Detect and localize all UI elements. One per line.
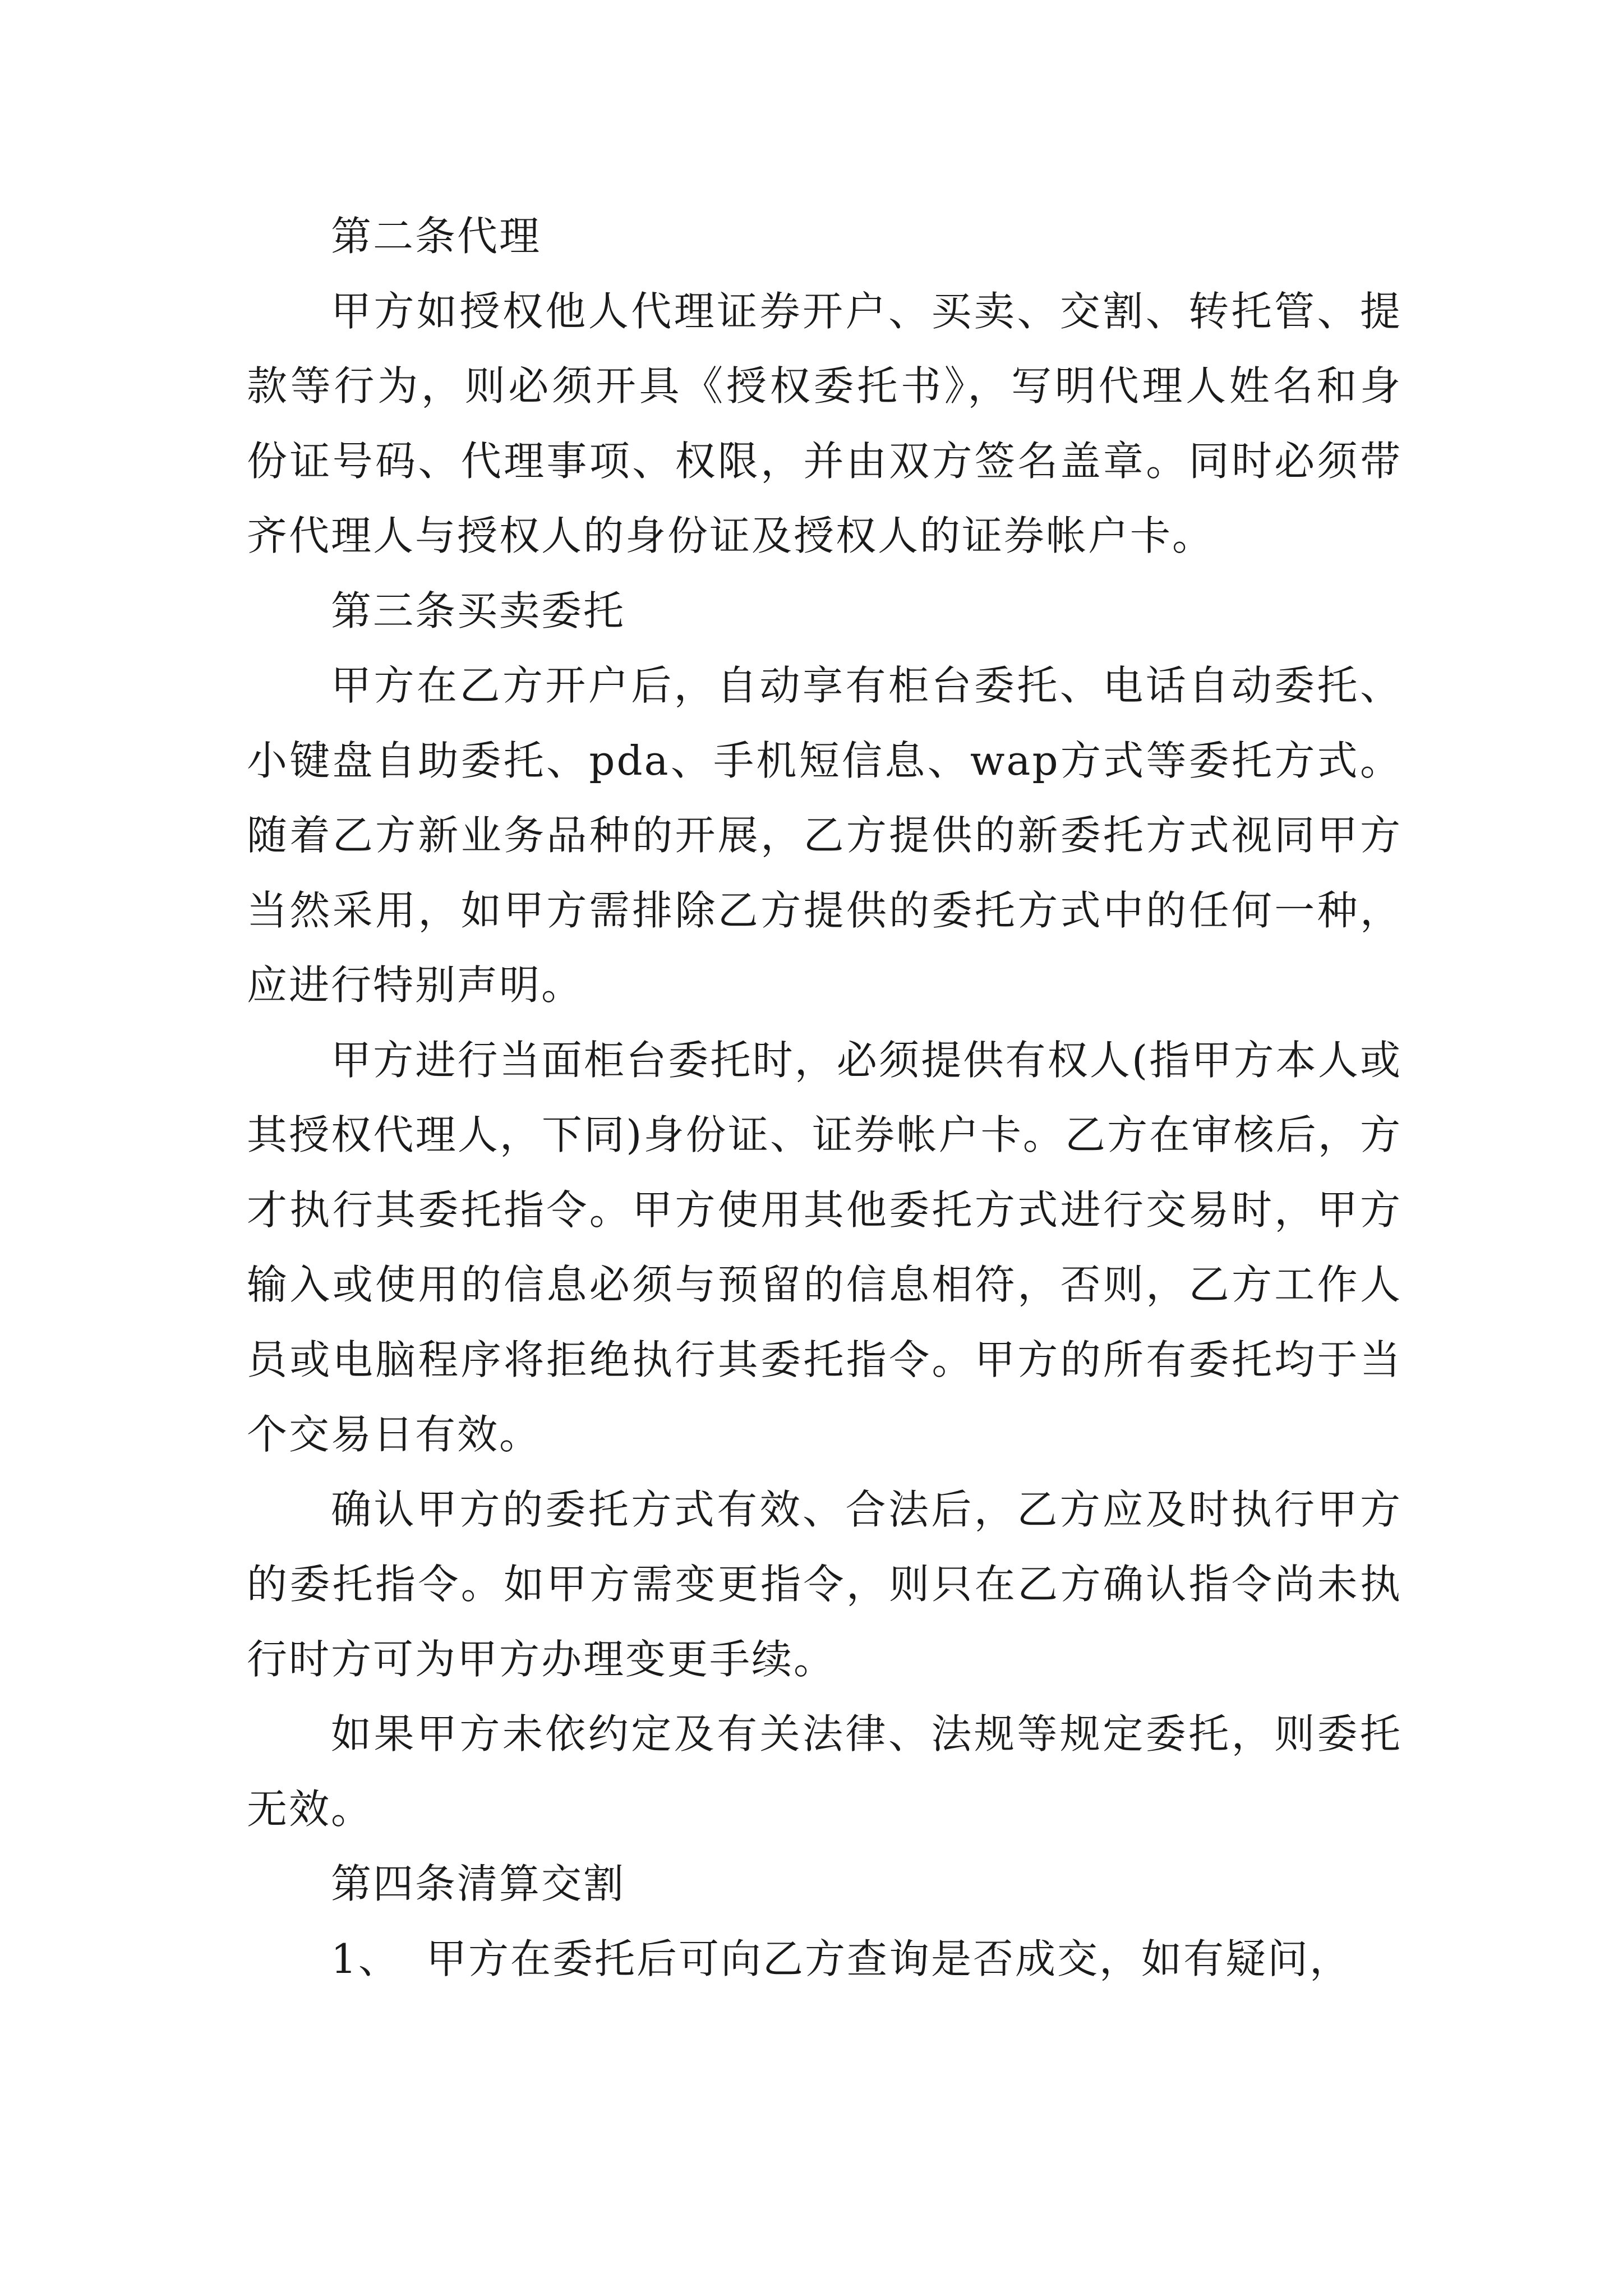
paragraph: 甲方进行当面柜台委托时，必须提供有权人(指甲方本人或其授权代理人，下同)身份证、证券帐户卡。乙方在审核后，方才执行其委托指令。甲方使用其他委托方式进行交易时，甲方输入或使用的信息必须与预留的信息相符，否则，乙方工作人员或电脑程序将拒绝执行其委托指令。甲方的所有委托均于当个交易日有效。 — [247, 1036, 1402, 1458]
section-heading: 第三条买卖委托 — [331, 587, 626, 634]
list-item — [247, 1922, 1402, 1997]
paragraph: 甲方在乙方开户后，自动享有柜台委托、电话自动委托、小键盘自助委托、pda、手机短信息、wap方式等委托方式。随着乙方新业务品种的开展，乙方提供的新委托方式视同甲方当然采用，如甲方需排除乙方提供的委托方式中的任何一种，应进行特别声明。 — [247, 662, 1402, 1009]
list-item-number: 1、 — [331, 1935, 400, 1982]
list-item-text: 甲方在委托后可向乙方查询是否成交，如有疑问， — [426, 1935, 1352, 1982]
section-heading: 第四条清算交割 — [331, 1860, 626, 1907]
section-heading: 第二条代理 — [331, 213, 542, 260]
paragraph: 确认甲方的委托方式有效、合法后，乙方应及时执行甲方的委托指令。如甲方需变更指令，则只在乙方确认指令尚未执行时方可为甲方办理变更手续。 — [247, 1485, 1402, 1683]
paragraph: 甲方如授权他人代理证券开户、买卖、交割、转托管、提款等行为，则必须开具《授权委托书》，写明代理人姓名和身份证号码、代理事项、权限，并由双方签名盖章。同时必须带齐代理人与授权人的身份证及授权人的证券帐户卡。 — [247, 287, 1402, 559]
paragraph: 如果甲方未依约定及有关法律、法规等规定委托，则委托无效。 — [247, 1710, 1402, 1833]
document-body — [247, 199, 1402, 1996]
